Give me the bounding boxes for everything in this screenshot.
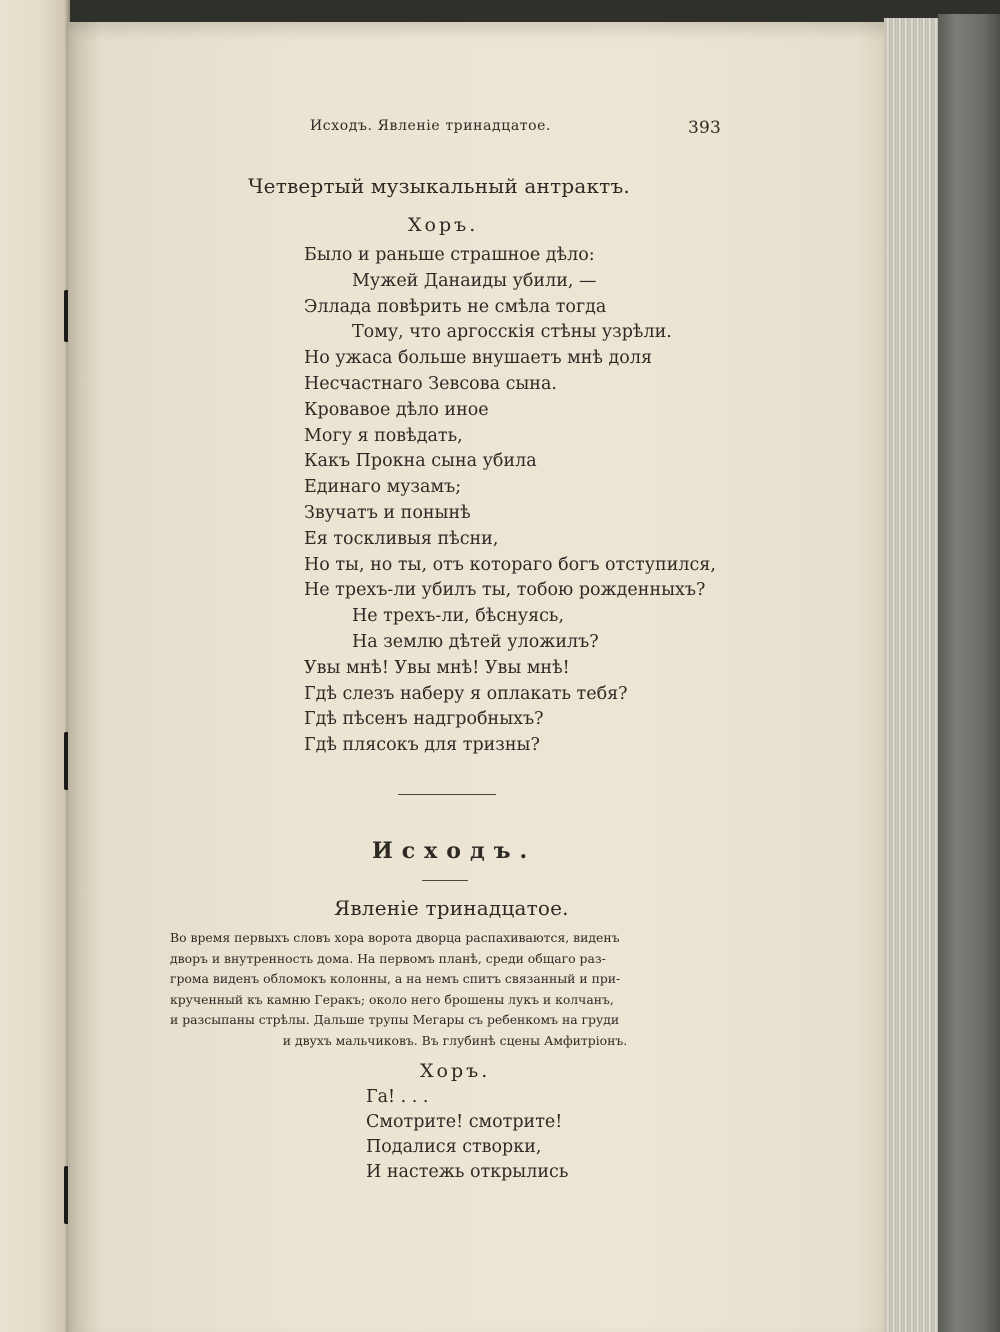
left-page-edge [0,0,70,1332]
verse-line: И настежь открылись [366,1162,569,1182]
verse-line: Тому, что аргосскія стѣны узрѣли. [352,322,672,343]
verse-line: Несчастнаго Зевсова сына. [304,374,557,394]
verse-line: Не трехъ-ли убилъ ты, тобою рожденныхъ? [304,580,706,601]
running-head: Исходъ. Явленіе тринадцатое. [310,118,552,134]
stage-direction [170,928,730,1051]
page-number: 393 [688,118,722,138]
stage-direction-line: крученный къ камню Геракъ; около него брошены лукъ и колчанъ, [170,991,614,1007]
verse-line: Ея тоскливыя пѣсни, [304,528,499,549]
scene-title: Явленіе тринадцатое. [334,896,569,920]
book-cover [938,14,1000,1332]
verse-line: Эллада повѣрить не смѣла тогда [304,296,607,317]
verse-line: Звучатъ и понынѣ [304,503,471,523]
verse-line: Мужей Данаиды убили, — [352,270,597,291]
section-divider [398,794,496,795]
stage-direction-line: и разсыпаны стрѣлы. Дальше трупы Мегары съ ребенкомъ на груди [170,1012,620,1027]
verse-line: Единаго музамъ; [304,477,462,498]
verse-line: Смотрите! смотрите! [366,1112,563,1132]
verse-line: Подалися створки, [366,1137,542,1157]
chorus-speaker-2: Хоръ. [420,1060,491,1082]
verse-line: Могу я повѣдать, [304,425,463,446]
verse-line: Было и раньше страшное дѣло: [304,245,595,265]
stage-direction-line: грома виденъ обломокъ колонны, а на немъ спитъ связанный и при- [170,971,621,986]
section-title: Исходъ. [372,838,537,864]
verse-line: Га! . . . [366,1087,429,1107]
verse-line: Гдѣ пѣсенъ надгробныхъ? [304,709,544,730]
stage-direction-line: и двухъ мальчиковъ. Въ глубинѣ сцены Амфитріонъ. [282,1032,628,1048]
verse-line: Но ужаса больше внушаетъ мнѣ доля [304,348,653,369]
verse-line: На землю дѣтей уложилъ? [352,632,599,652]
page-edges [884,18,944,1332]
verse-line: Кровавое дѣло иное [304,399,489,420]
chorus-speaker: Хоръ. [408,214,479,236]
verse-line: Гдѣ слезъ наберу я оплакать тебя? [304,683,628,704]
verse-line: Не трехъ-ли, бѣснуясь, [352,606,565,627]
verse-line: Но ты, но ты, отъ котораго богъ отступился, [304,554,716,575]
title-underline [422,880,468,881]
verse-line: Увы мнѣ! Увы мнѣ! Увы мнѣ! [304,657,570,678]
verse-line: Гдѣ плясокъ для тризны? [304,735,540,756]
verse-line: Какъ Прокна сына убила [304,451,537,472]
stage-direction-line: Во время первыхъ словъ хора ворота дворца распахиваются, виденъ [170,930,620,945]
stage-direction-line: дворъ и внутренность дома. На первомъ планѣ, среди общаго раз- [170,950,606,966]
interlude-title: Четвертый музыкальный антрактъ. [248,174,630,198]
